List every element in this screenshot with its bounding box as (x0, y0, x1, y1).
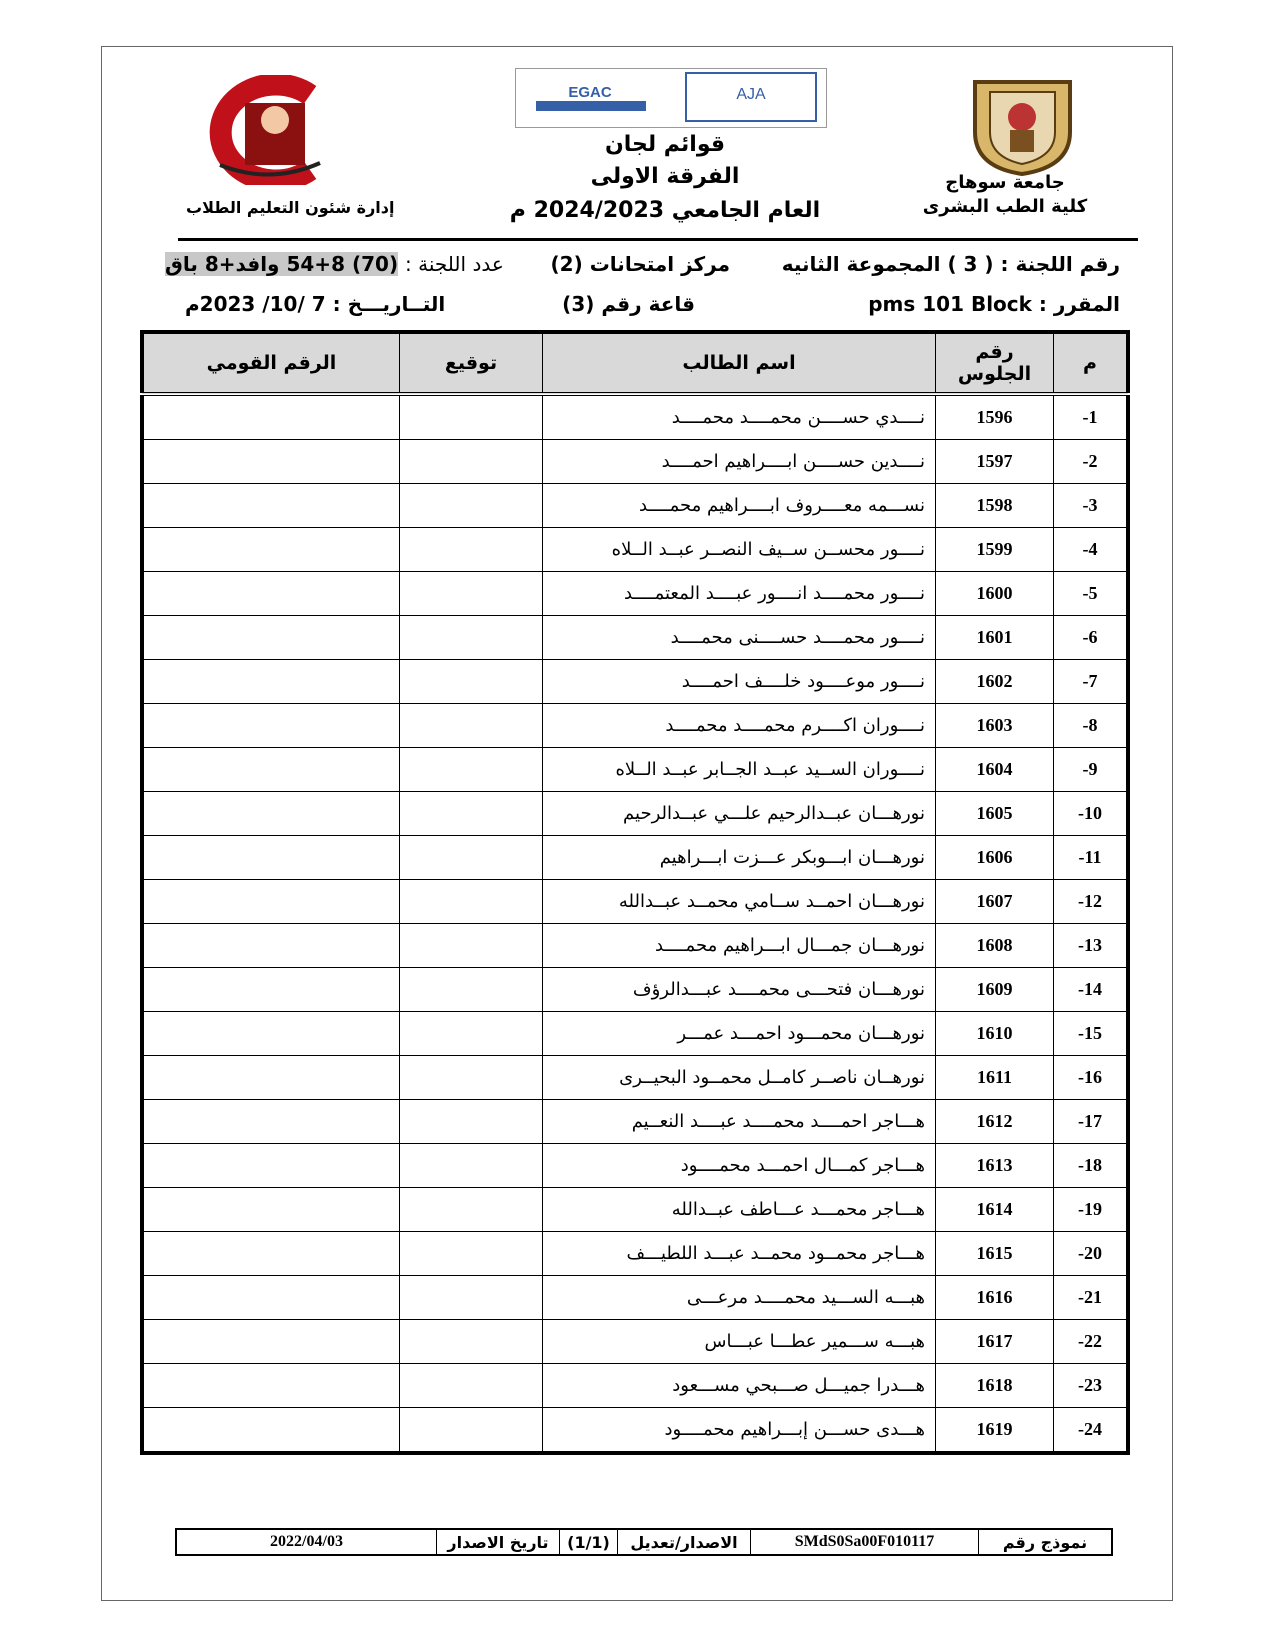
student-name: هبـــه الســـيد محمــــد مرعـــى (543, 1276, 936, 1320)
signature-cell (400, 924, 543, 968)
row-index: 17- (1054, 1100, 1129, 1144)
table-row (142, 704, 1128, 748)
seat-number: 1612 (936, 1100, 1054, 1144)
student-name: نورهـــان احمــد ســامي محمــد عبــدالله (543, 880, 936, 924)
signature-cell (400, 616, 543, 660)
national-id-cell (142, 1100, 400, 1144)
student-name: نورهـــان جمـــال ابـــراهيم محمــــد (543, 924, 936, 968)
signature-cell (400, 1408, 543, 1454)
student-name: نــــور محمــــد حســــنى محمــــد (543, 616, 936, 660)
issue-date: 2022/04/03 (176, 1529, 437, 1555)
admin-name: إدارة شئون التعليم الطلاب (186, 198, 395, 217)
row-index: 2- (1054, 440, 1129, 484)
national-id-cell (142, 1012, 400, 1056)
seat-number: 1614 (936, 1188, 1054, 1232)
seat-number: 1608 (936, 924, 1054, 968)
table-row (142, 484, 1128, 528)
signature-cell (400, 1012, 543, 1056)
national-id-cell (142, 1320, 400, 1364)
row-index: 24- (1054, 1408, 1129, 1454)
national-id-cell (142, 1056, 400, 1100)
table-row (142, 1188, 1128, 1232)
signature-cell (400, 704, 543, 748)
signature-cell (400, 1188, 543, 1232)
national-id-cell (142, 792, 400, 836)
committee-number: رقم اللجنة : ( 3 ) المجموعة الثانيه (781, 252, 1120, 276)
row-index: 21- (1054, 1276, 1129, 1320)
table-row (142, 836, 1128, 880)
national-id-cell (142, 484, 400, 528)
svg-text:AJA: AJA (736, 86, 766, 103)
seat-number: 1605 (936, 792, 1054, 836)
student-name: نــــدي حســــن محمــــد محمــــد (543, 394, 936, 440)
table-row (142, 1320, 1128, 1364)
students-table (140, 330, 1130, 1455)
committee-count-label: عدد اللجنة : (405, 252, 504, 276)
student-name: نــــور محمــــد انــــور عبــــد المعتمــــد (543, 572, 936, 616)
seat-number: 1609 (936, 968, 1054, 1012)
table-row (142, 1232, 1128, 1276)
row-index: 15- (1054, 1012, 1129, 1056)
signature-cell (400, 1056, 543, 1100)
exam-date: التــاريـــخ : 7 /10/ 2023م (185, 292, 446, 316)
table-row (142, 880, 1128, 924)
student-name: نــــوران الســيد عبــد الجــابر عبــد الــلاه (543, 748, 936, 792)
header-divider (178, 238, 1138, 241)
student-name: نــــوران اكــــرم محمــــد محمــــد (543, 704, 936, 748)
table-row (142, 1144, 1128, 1188)
header-index: م (1054, 332, 1129, 394)
seat-number: 1610 (936, 1012, 1054, 1056)
signature-cell (400, 1276, 543, 1320)
faculty-name: كلية الطب البشرى (922, 196, 1088, 217)
row-index: 6- (1054, 616, 1129, 660)
row-index: 5- (1054, 572, 1129, 616)
table-row (142, 792, 1128, 836)
row-index: 12- (1054, 880, 1129, 924)
student-name: هـــاجر محمــود محمــد عبـــد اللطيـــف (543, 1232, 936, 1276)
version-value: (1/1) (560, 1529, 618, 1555)
national-id-cell (142, 704, 400, 748)
table-header-row (142, 332, 1128, 394)
page-title: قوائم لجان (604, 132, 726, 157)
row-index: 3- (1054, 484, 1129, 528)
row-index: 13- (1054, 924, 1129, 968)
committee-count (165, 252, 504, 276)
signature-cell (400, 1320, 543, 1364)
svg-text:EGAC: EGAC (568, 84, 612, 101)
row-index: 16- (1054, 1056, 1129, 1100)
table-row (142, 1056, 1128, 1100)
signature-cell (400, 836, 543, 880)
national-id-cell (142, 748, 400, 792)
seat-number: 1600 (936, 572, 1054, 616)
table-row (142, 1276, 1128, 1320)
table-row (142, 528, 1128, 572)
table-row (142, 1364, 1128, 1408)
form-footer (175, 1528, 1113, 1556)
table-row (142, 660, 1128, 704)
table-row (142, 1408, 1128, 1454)
signature-cell (400, 792, 543, 836)
table-row (142, 440, 1128, 484)
row-index: 18- (1054, 1144, 1129, 1188)
national-id-cell (142, 616, 400, 660)
header-signature: توقيع (400, 332, 543, 394)
signature-cell (400, 1364, 543, 1408)
national-id-cell (142, 1408, 400, 1454)
signature-cell (400, 968, 543, 1012)
national-id-cell (142, 1144, 400, 1188)
row-index: 10- (1054, 792, 1129, 836)
signature-cell (400, 484, 543, 528)
national-id-cell (142, 836, 400, 880)
national-id-cell (142, 1232, 400, 1276)
table-row (142, 394, 1128, 440)
seat-number: 1607 (936, 880, 1054, 924)
seat-number: 1613 (936, 1144, 1054, 1188)
seat-number: 1597 (936, 440, 1054, 484)
row-index: 8- (1054, 704, 1129, 748)
seat-number: 1611 (936, 1056, 1054, 1100)
row-index: 22- (1054, 1320, 1129, 1364)
student-name: هـــدرا جميـــل صـــبحي مســـعود (543, 1364, 936, 1408)
table-row (142, 616, 1128, 660)
version-label: الاصدار/تعديل (618, 1529, 751, 1555)
year-group-title: الفرقة الاولى (590, 164, 740, 189)
accreditation-logos (515, 68, 827, 128)
seat-number: 1618 (936, 1364, 1054, 1408)
row-index: 9- (1054, 748, 1129, 792)
student-name: نورهـــان محمـــود احمـــد عمـــر (543, 1012, 936, 1056)
seat-number: 1617 (936, 1320, 1054, 1364)
signature-cell (400, 1100, 543, 1144)
signature-cell (400, 572, 543, 616)
student-name: هبـــه ســـمير عطـــا عبـــاس (543, 1320, 936, 1364)
student-name: نورهـــان عبــدالرحيم علـــي عبــدالرحيم (543, 792, 936, 836)
signature-cell (400, 394, 543, 440)
student-name: نــــور محســن ســيف النصــر عبــد الــلاه (543, 528, 936, 572)
seat-number: 1598 (936, 484, 1054, 528)
university-red-logo (160, 75, 350, 185)
seat-number: 1615 (936, 1232, 1054, 1276)
signature-cell (400, 440, 543, 484)
student-name: هـــاجر محمـــد عـــاطف عبــدالله (543, 1188, 936, 1232)
national-id-cell (142, 660, 400, 704)
student-name: نورهــان ناصــر كامــل محمــود البحيــرى (543, 1056, 936, 1100)
national-id-cell (142, 394, 400, 440)
student-name: نســـمه معــــروف ابــــراهيم محمــــد (543, 484, 936, 528)
student-name: هـــدى حســـن إبـــراهيم محمــــود (543, 1408, 936, 1454)
issue-date-label: تاريخ الاصدار (437, 1529, 560, 1555)
row-index: 4- (1054, 528, 1129, 572)
header-seat-number: رقم الجلوس (936, 332, 1054, 394)
signature-cell (400, 880, 543, 924)
hall-number: قاعة رقم (3) (562, 292, 695, 316)
table-row (142, 1012, 1128, 1056)
row-index: 11- (1054, 836, 1129, 880)
national-id-cell (142, 440, 400, 484)
national-id-cell (142, 1364, 400, 1408)
seat-number: 1603 (936, 704, 1054, 748)
student-name: هـــاجر احمــــد محمــــد عبــــد النعــيم (543, 1100, 936, 1144)
row-index: 19- (1054, 1188, 1129, 1232)
table-row (142, 968, 1128, 1012)
exam-center: مركز امتحانات (2) (550, 252, 730, 276)
seat-number: 1619 (936, 1408, 1054, 1454)
seat-number: 1601 (936, 616, 1054, 660)
national-id-cell (142, 924, 400, 968)
header-national-id: الرقم القومي (142, 332, 400, 394)
row-index: 7- (1054, 660, 1129, 704)
student-name: نــــدين حســــن ابــــراهيم احمــــد (543, 440, 936, 484)
student-name: نورهـــان ابـــوبكر عـــزت ابـــراهيم (543, 836, 936, 880)
committee-count-value: (70) 8+54 وافد+8 باق (165, 252, 399, 276)
course-code: المقرر : pms 101 Block (868, 292, 1120, 316)
row-index: 23- (1054, 1364, 1129, 1408)
form-number-label: نموذج رقم (979, 1529, 1113, 1555)
row-index: 20- (1054, 1232, 1129, 1276)
table-row (142, 748, 1128, 792)
seat-number: 1604 (936, 748, 1054, 792)
national-id-cell (142, 968, 400, 1012)
signature-cell (400, 1232, 543, 1276)
form-code: SMdS0Sa00F010117 (751, 1529, 979, 1555)
row-index: 1- (1054, 394, 1129, 440)
national-id-cell (142, 880, 400, 924)
signature-cell (400, 660, 543, 704)
header-student-name: اسم الطالب (543, 332, 936, 394)
seat-number: 1602 (936, 660, 1054, 704)
national-id-cell (142, 572, 400, 616)
seat-number: 1596 (936, 394, 1054, 440)
national-id-cell (142, 528, 400, 572)
university-name: جامعة سوهاج (945, 172, 1065, 193)
table-row (142, 1100, 1128, 1144)
seat-number: 1616 (936, 1276, 1054, 1320)
table-row (142, 572, 1128, 616)
table-row (142, 924, 1128, 968)
signature-cell (400, 748, 543, 792)
student-name: نــــور موعــــود خلــــف احمــــد (543, 660, 936, 704)
row-index: 14- (1054, 968, 1129, 1012)
academic-year-title: العام الجامعي 2024/2023 م (509, 198, 821, 223)
student-name: نورهـــان فتحـــى محمــــد عبـــدالرؤف (543, 968, 936, 1012)
signature-cell (400, 528, 543, 572)
signature-cell (400, 1144, 543, 1188)
sohag-university-emblem (965, 72, 1080, 177)
seat-number: 1606 (936, 836, 1054, 880)
national-id-cell (142, 1276, 400, 1320)
national-id-cell (142, 1188, 400, 1232)
seat-number: 1599 (936, 528, 1054, 572)
student-name: هـــاجر كمـــال احمـــد محمــــود (543, 1144, 936, 1188)
